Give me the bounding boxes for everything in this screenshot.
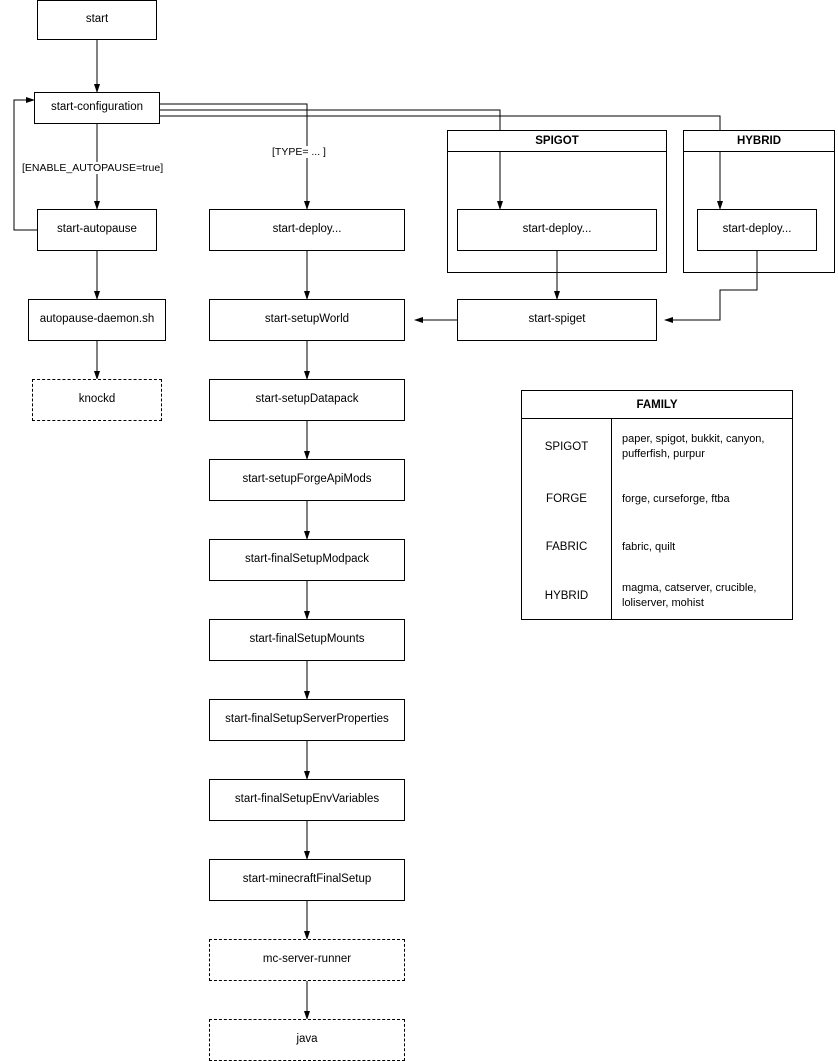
node-start-setupforgeapimods[interactable] <box>209 459 405 501</box>
edge-label-enable-autopause-text: [ENABLE_AUTOPAUSE=true] <box>22 162 164 174</box>
node-start-finalsetupserverproperties-label: start-finalSetupServerProperties <box>225 713 389 726</box>
legend-row <box>522 523 792 571</box>
node-start-setupworld[interactable] <box>209 299 405 341</box>
node-start-finalsetupserverproperties[interactable] <box>209 699 405 741</box>
legend-value: paper, spigot, bukkit, canyon, pufferfish, purpur <box>622 433 765 460</box>
edge-label-type-text: [TYPE= ... ] <box>272 146 326 158</box>
node-start-finalsetupmounts-label: start-finalSetupMounts <box>249 633 365 646</box>
node-start-deploy-hybrid[interactable] <box>697 209 817 251</box>
node-start-deploy-main[interactable] <box>209 209 405 251</box>
node-start-deploy-hybrid-label: start-deploy... <box>722 223 792 236</box>
legend-row <box>522 419 792 475</box>
legend-body <box>522 419 792 620</box>
node-start-minecraftfinalsetup-label: start-minecraftFinalSetup <box>242 873 372 886</box>
node-start-spiget-label: start-spiget <box>528 313 586 326</box>
node-autopause-daemon-label: autopause-daemon.sh <box>39 313 155 326</box>
legend-row <box>522 475 792 523</box>
group-title-spigot <box>447 130 667 152</box>
legend-value: forge, curseforge, ftba <box>622 492 730 505</box>
group-title-spigot-label: SPIGOT <box>535 135 579 147</box>
node-start-minecraftfinalsetup[interactable] <box>209 859 405 901</box>
legend-key: HYBRID <box>522 571 612 620</box>
legend-key: SPIGOT <box>522 419 612 475</box>
node-start-finalsetupmodpack[interactable] <box>209 539 405 581</box>
legend-value: fabric, quilt <box>622 540 676 553</box>
node-java-label: java <box>296 1033 318 1046</box>
node-java[interactable] <box>209 1019 405 1061</box>
node-mc-server-runner[interactable] <box>209 939 405 981</box>
legend-row <box>522 571 792 620</box>
node-start-finalsetupenvvariables[interactable] <box>209 779 405 821</box>
node-mc-server-runner-label: mc-server-runner <box>262 953 352 966</box>
node-start-setupdatapack[interactable] <box>209 379 405 421</box>
node-start-deploy-spigot[interactable] <box>457 209 657 251</box>
edge-label-type <box>272 146 326 158</box>
group-title-hybrid <box>683 130 835 152</box>
node-start-label: start <box>85 13 109 26</box>
node-knockd-label: knockd <box>78 393 116 406</box>
node-autopause-daemon[interactable] <box>28 299 166 341</box>
legend-key: FORGE <box>522 475 612 523</box>
group-title-hybrid-label: HYBRID <box>736 135 782 147</box>
node-start-autopause[interactable] <box>37 209 157 251</box>
node-start-finalsetupmounts[interactable] <box>209 619 405 661</box>
node-knockd[interactable] <box>32 379 162 421</box>
legend-title: FAMILY <box>636 398 678 411</box>
edge-label-enable-autopause <box>22 162 163 174</box>
node-start-spiget[interactable] <box>457 299 657 341</box>
legend-key: FABRIC <box>522 523 612 571</box>
node-start-deploy-spigot-label: start-deploy... <box>522 223 592 236</box>
legend-family <box>521 390 793 620</box>
node-start-finalsetupenvvariables-label: start-finalSetupEnvVariables <box>234 793 380 806</box>
node-start[interactable] <box>37 0 157 40</box>
node-start-deploy-main-label: start-deploy... <box>272 223 342 236</box>
legend-value: magma, catserver, crucible, loliserver, mohist <box>622 581 757 609</box>
node-start-setupdatapack-label: start-setupDatapack <box>255 393 359 406</box>
node-start-autopause-label: start-autopause <box>57 223 137 236</box>
node-start-configuration-label: start-configuration <box>50 101 144 114</box>
node-start-configuration[interactable] <box>34 92 160 124</box>
node-start-setupforgeapimods-label: start-setupForgeApiMods <box>242 473 372 486</box>
node-start-setupworld-label: start-setupWorld <box>264 313 350 326</box>
legend-header <box>522 391 792 419</box>
node-start-finalsetupmodpack-label: start-finalSetupModpack <box>244 553 369 566</box>
